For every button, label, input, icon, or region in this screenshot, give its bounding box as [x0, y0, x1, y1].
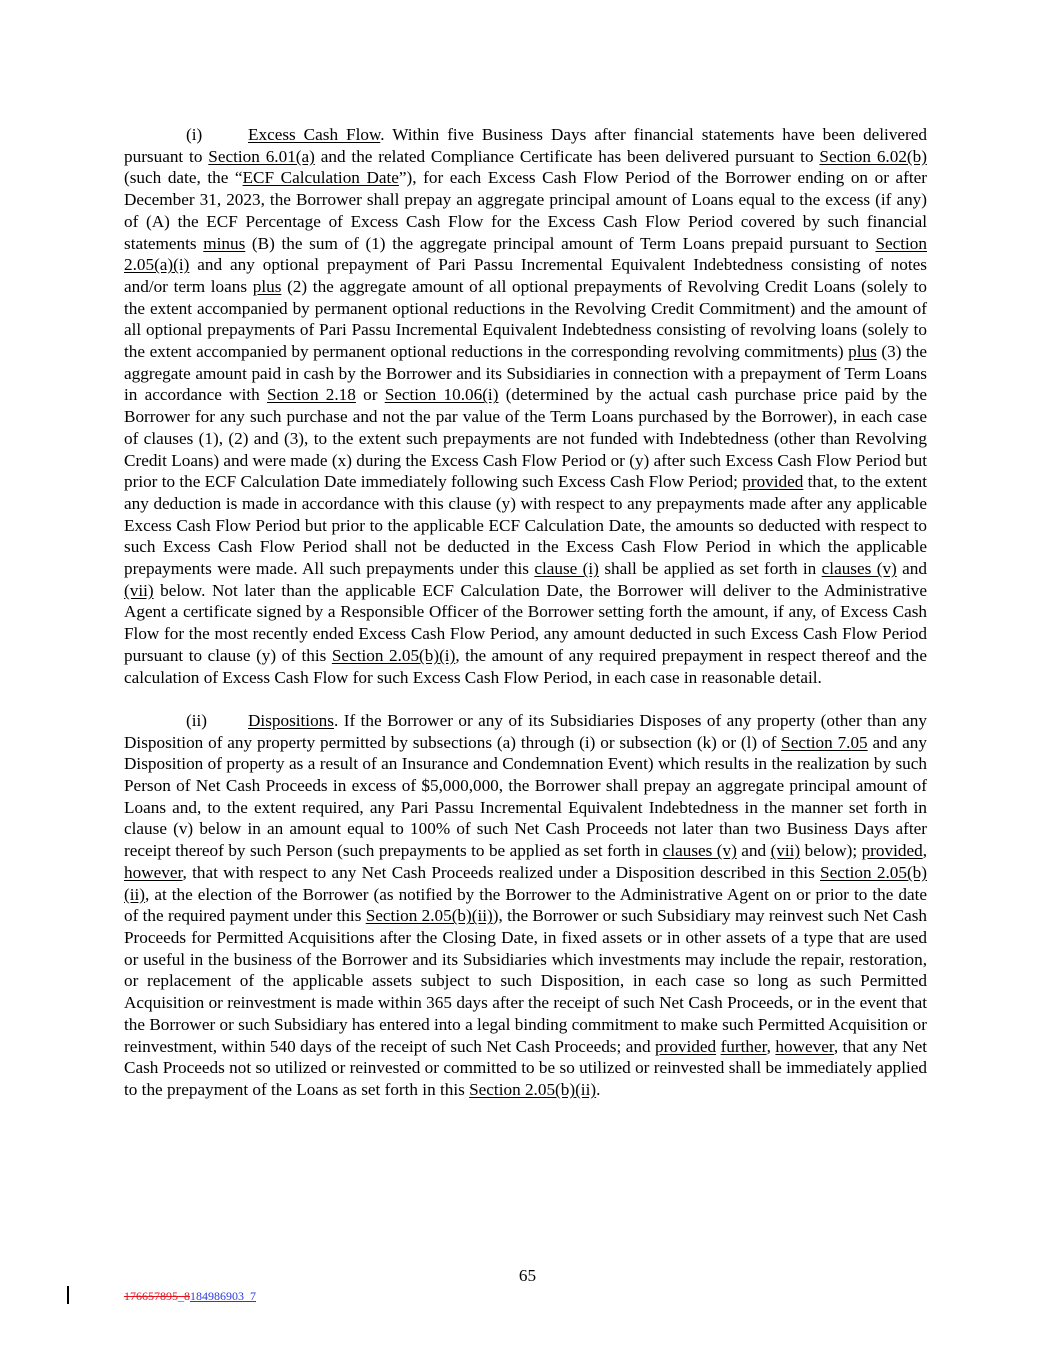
- cross-reference: Section 6.02(b): [819, 146, 927, 166]
- cross-reference: Section 10.06(i): [384, 385, 499, 405]
- underlined-term: however: [775, 1036, 834, 1056]
- cross-reference: clause (i): [534, 559, 599, 579]
- cross-reference: Section 2.05(b)(ii): [124, 862, 927, 904]
- defined-term: ECF Calculation Date: [242, 168, 399, 188]
- clause-number: (ii): [186, 710, 207, 730]
- paragraph-excess-cash-flow: (i) Excess Cash Flow. Within five Business Days after financial statements have been delivered pursuant to Section 6.01(a) and the related Compliance Certificate has been delivered pursuant to Section 6.02(b) (such date, the “ECF Calculation Date”), for each Excess Cash Flow Period of the Borrower ending on or after December 31, 2023, the Borrower shall prepay an aggregate principal amount of Loans equal to the excess (if any) of (A) the ECF Percentage of Excess Cash Flow for the Excess Cash Flow Period covered by such financial statements minus (B) the sum of (1) the aggregate principal amount of Term Loans prepaid pursuant to Section 2.05(a)(i) and any optional prepayment of Pari Passu Incremental Equivalent Indebtedness consisting of notes and/or term loans plus (2) the aggregate amount of all optional prepayments of Revolving Credit Loans (solely to the extent accompanied by permanent optional reductions in the Revolving Credit Commitment) and the amount of all optional prepayments of Pari Passu Incremental Equivalent Indebtedness consisting of revolving loans (solely to the extent accompanied by permanent optional reductions in the corresponding revolving commitments) plus (3) the aggregate amount paid in cash by the Borrower and its Subsidiaries in connection with a prepayment of Term Loans in accordance with Section 2.18 or Section 10.06(i) (determined by the actual cash purchase price paid by the Borrower for any such purchase and not the par value of the Term Loans purchased by the Borrower), in each case of clauses (1), (2) and (3), to the extent such prepayments are not funded with Indebtedness (other than Revolving Credit Loans) and were made (x) during the Excess Cash Flow Period or (y) after such Excess Cash Flow Period but prior to the ECF Calculation Date immediately following such Excess Cash Flow Period; provided that, to the extent any deduction is made in accordance with this clause (y) with respect to any prepayments made after any applicable Excess Cash Flow Period but prior to the applicable ECF Calculation Date, the amounts so deducted with respect to such Excess Cash Flow Period shall not be deducted in the Excess Cash Flow Period in which the applicable prepayments were made. All such prepayments under this clause (i) shall be applied as set forth in clauses (v) and (vii) below. Not later than the applicable ECF Calculation Date, the Borrower will deliver to the Administrative Agent a certificate signed by a Responsible Officer of the Borrower setting forth the amount, if any, of Excess Cash Flow for the most recently ended Excess Cash Flow Period, any amount deducted in such Excess Cash Flow Period pursuant to clause (y) of this Section 2.05(b)(i), the amount of any required prepayment in respect thereof and the calculation of Excess Cash Flow for such Excess Cash Flow Period, in each case in reasonable detail.: [124, 125, 928, 687]
- cross-reference: (vii): [124, 580, 154, 600]
- document-id-inserted: 184986903_7: [190, 1289, 256, 1303]
- paragraph-dispositions: (ii) Dispositions. If the Borrower or any of its Subsidiaries Disposes of any property (other than any Disposition of any property permitted by subsections (a) through (i) or subsection (k) or (l) of Section 7.05 and any Disposition of property as a result of an Insurance and Condemnation Event) which results in the realization by such Person of Net Cash Proceeds in excess of $5,000,000, the Borrower shall prepay an aggregate principal amount of Loans and, to the extent required, any Pari Passu Incremental Equivalent Indebtedness in the manner set forth in clause (v) below in an amount equal to 100% of such Net Cash Proceeds not later than two Business Days after receipt thereof by such Person (such prepayments to be applied as set forth in clauses (v) and (vii) below); provided, however, that with respect to any Net Cash Proceeds realized under a Disposition described in this Section 2.05(b)(ii), at the election of the Borrower (as notified by the Borrower to the Administrative Agent on or prior to the date of the required payment under this Section 2.05(b)(ii)), the Borrower or such Subsidiary may reinvest such Net Cash Proceeds for Permitted Acquisitions after the Closing Date, in fixed assets or in other assets of a type that are used or useful in the business of the Borrower and its Subsidiaries which investments may include the repair, restoration, or replacement of the applicable assets subject to such Disposition, in each case so long as such Permitted Acquisition or reinvestment is made within 365 days after the receipt of such Net Cash Proceeds, or in the event that the Borrower or such Subsidiary has entered into a legal binding commitment to make such Permitted Acquisition or reinvestment, within 540 days of the receipt of such Net Cash Proceeds; and provided further, however, that any Net Cash Proceeds not so utilized or reinvested or committed to be so utilized or reinvested shall be immediately applied to the prepayment of the Loans as set forth in this Section 2.05(b)(ii).: [124, 710, 928, 1099]
- cross-reference: Section 2.05(a)(i): [124, 233, 927, 275]
- clause-number: (i): [186, 125, 203, 144]
- underlined-term: provided: [861, 841, 923, 861]
- cross-reference: Section 6.01(a): [208, 146, 315, 166]
- revision-change-bar: [67, 1286, 69, 1304]
- underlined-term: minus: [203, 233, 246, 253]
- cross-reference: (vii): [770, 841, 801, 861]
- underlined-term: further: [720, 1036, 767, 1056]
- document-id: [124, 1289, 256, 1303]
- underlined-term: provided: [655, 1036, 717, 1056]
- cross-reference: clauses (v): [821, 559, 897, 579]
- underlined-term: provided: [742, 472, 804, 492]
- underlined-term: plus: [252, 276, 282, 296]
- cross-reference: Section 2.05(b)(i): [331, 645, 456, 665]
- clause-heading: Dispositions: [248, 710, 334, 730]
- document-body: [124, 124, 927, 1101]
- document-id-deleted: 176657895_8: [124, 1289, 190, 1303]
- cross-reference: clauses (v): [662, 841, 737, 861]
- cross-reference: Section 2.18: [266, 385, 356, 405]
- underlined-term: however: [124, 862, 183, 882]
- underlined-term: plus: [848, 342, 877, 362]
- clause-heading: Excess Cash Flow: [248, 125, 381, 144]
- cross-reference: Section 2.05(b)(ii): [365, 906, 493, 926]
- cross-reference: Section 2.05(b)(ii): [469, 1079, 597, 1099]
- page-number: 65: [518, 1266, 537, 1285]
- cross-reference: Section 7.05: [781, 732, 868, 752]
